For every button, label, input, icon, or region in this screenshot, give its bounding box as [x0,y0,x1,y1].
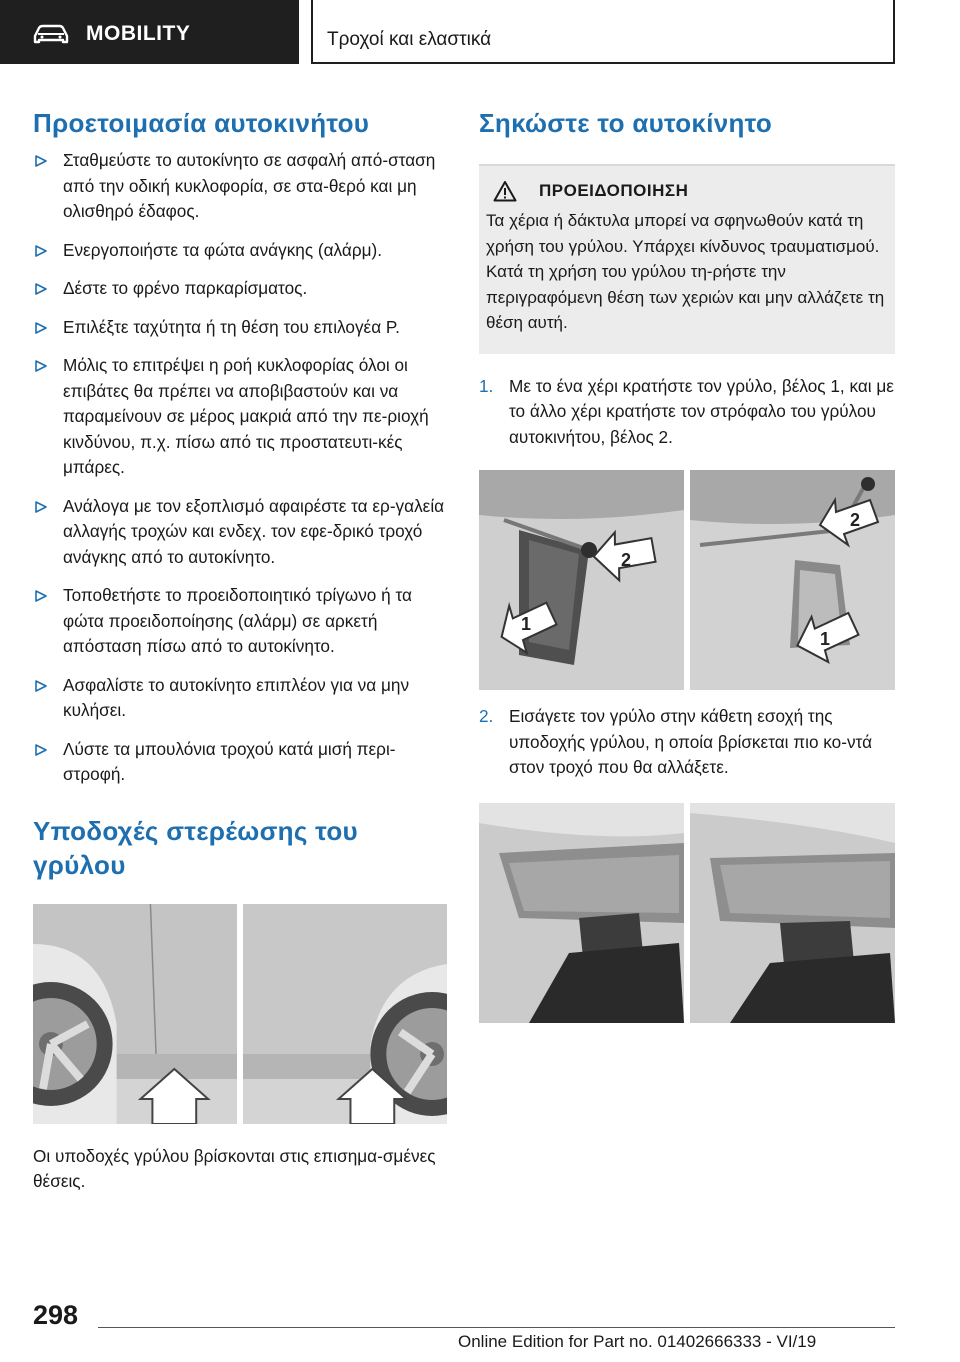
bullet-text: Ασφαλίστε το αυτοκίνητο επιπλέον για να μην κυλήσει. [63,674,410,720]
edition-label: Online Edition for Part no. 01402666333 - VI/19 [458,1332,817,1351]
step-text: Εισάγετε τον γρύλο στην κάθετη εσοχή της υποδοχής γρύλου, η οποία βρίσκεται πιο κο-ντά στον τροχό που θα αλλάξετε. [509,706,873,777]
bullet-item [33,673,447,724]
bullet-item [33,494,447,571]
header-brand-bar [0,0,299,64]
left-column [33,106,447,1195]
jack-mount-images [33,904,447,1124]
bullet-item [33,148,447,225]
bullet-text: Επιλέξτε ταχύτητα ή τη θέση του επιλογέα P. [63,316,400,337]
jack-mount-rear-image [243,904,447,1124]
heading-lift-car: Σηκώστε το αυτοκίνητο [479,108,773,138]
jack-mount-caption: Οι υποδοχές γρύλου βρίσκονται στις επισημα-σμένες θέσεις. [33,1145,436,1191]
arrow-label: 2 [621,550,632,570]
preparation-list [33,148,447,788]
page-number: 298 [33,1300,79,1330]
bullet-item [33,276,447,302]
bullet-triangle-icon [34,590,48,602]
jack-insert-images [479,803,895,1023]
bullet-triangle-icon [34,680,48,692]
bullet-text: Ανάλογα με τον εξοπλισμό αφαιρέστε τα ερ-γαλεία αλλαγής τροχών και ενδεχ. τον εφε-δρικό τροχό ανάγκης από το αυτοκίνητο. [63,495,445,567]
bullet-text: Σταθμεύστε το αυτοκίνητο σε ασφαλή από-σταση από την οδική κυκλοφορία, σε στα-θερό και μη ολισθηρό έδαφος. [63,150,436,221]
brand-label: MOBILITY [86,22,191,45]
warning-box [479,164,895,354]
step-item [479,374,895,451]
arrow-label: 1 [521,614,532,634]
bullet-triangle-icon [34,245,48,257]
jack-mount-front-image [33,904,237,1124]
bullet-text: Μόλις το επιτρέψει η ροή κυκλοφορίας όλοι οι επιβάτες θα πρέπει να αποβιβαστούν και να παραμείνουν σε μέρος μακριά από την πε-ριοχή κινδύνου, π.χ. πίσω από τις προστατευτι-κές μπάρες. [63,355,429,477]
bullet-triangle-icon [34,283,48,295]
header-section-box [311,0,895,64]
bullet-text: Λύστε τα μπουλόνια τροχού κατά μισή περι-στροφή. [63,738,396,784]
bullet-text: Ενεργοποιήστε τα φώτα ανάγκης (αλάρμ). [63,239,383,260]
section-title: Τροχοί και ελαστικά [327,29,492,50]
jack-insert-image-2 [690,803,895,1023]
bullet-item [33,737,447,788]
warning-title: ΠΡΟΕΙΔΟΠΟΙΗΣΗ [539,181,689,200]
arrow-label: 2 [850,510,861,530]
heading-prepare-car: Προετοιμασία αυτοκινήτου [33,108,370,138]
bullet-item [33,583,447,660]
arrow-label: 1 [820,629,831,649]
bullet-text: Δέστε το φρένο παρκαρίσματος. [63,278,308,298]
bullet-triangle-icon [34,360,48,372]
step-number: 2. [479,706,494,726]
jack-insert-image-1 [479,803,684,1023]
bullet-triangle-icon [34,322,48,334]
step-text: Με το ένα χέρι κρατήστε τον γρύλο, βέλος 1, και με το άλλο χέρι κρατήστε τον στρόφαλο του γρύλου αυτοκινήτου, βέλος 2. [509,375,894,447]
step-item [479,704,895,781]
warning-text: Τα χέρια ή δάκτυλα μπορεί να σφηνωθούν κατά τη χρήση του γρύλου. Υπάρχει κίνδυνος τραυματισμού. Κατά τη χρήση του γρύλου τη-ρήστε την περιγραφόμενη θέση των χεριών και μην αλλάζετε τη θέση αυτή. [486,211,885,332]
warning-triangle-icon [493,180,517,202]
steps-list-2 [479,704,895,781]
bullet-triangle-icon [34,501,48,513]
bullet-item [33,315,447,341]
step-number: 1. [479,375,494,396]
steps-list-1 [479,374,895,451]
bullet-item [33,353,447,481]
right-column [479,106,895,1023]
bullet-triangle-icon [34,744,48,756]
bullet-item [33,238,447,264]
jack-crank-image [690,470,895,690]
footer-divider [98,1327,895,1328]
jack-handling-images [479,470,895,690]
jack-hold-image [479,470,684,690]
bullet-triangle-icon [34,155,48,167]
bullet-text: Τοποθετήστε το προειδοποιητικό τρίγωνο ή τα φώτα προειδοποίησης (αλάρμ) σε αρκετή απόσταση πίσω από το αυτοκίνητο. [63,585,412,656]
heading-jack-mounts: Υποδοχές στερέωσης του γρύλου [33,815,358,880]
car-icon [32,24,70,44]
